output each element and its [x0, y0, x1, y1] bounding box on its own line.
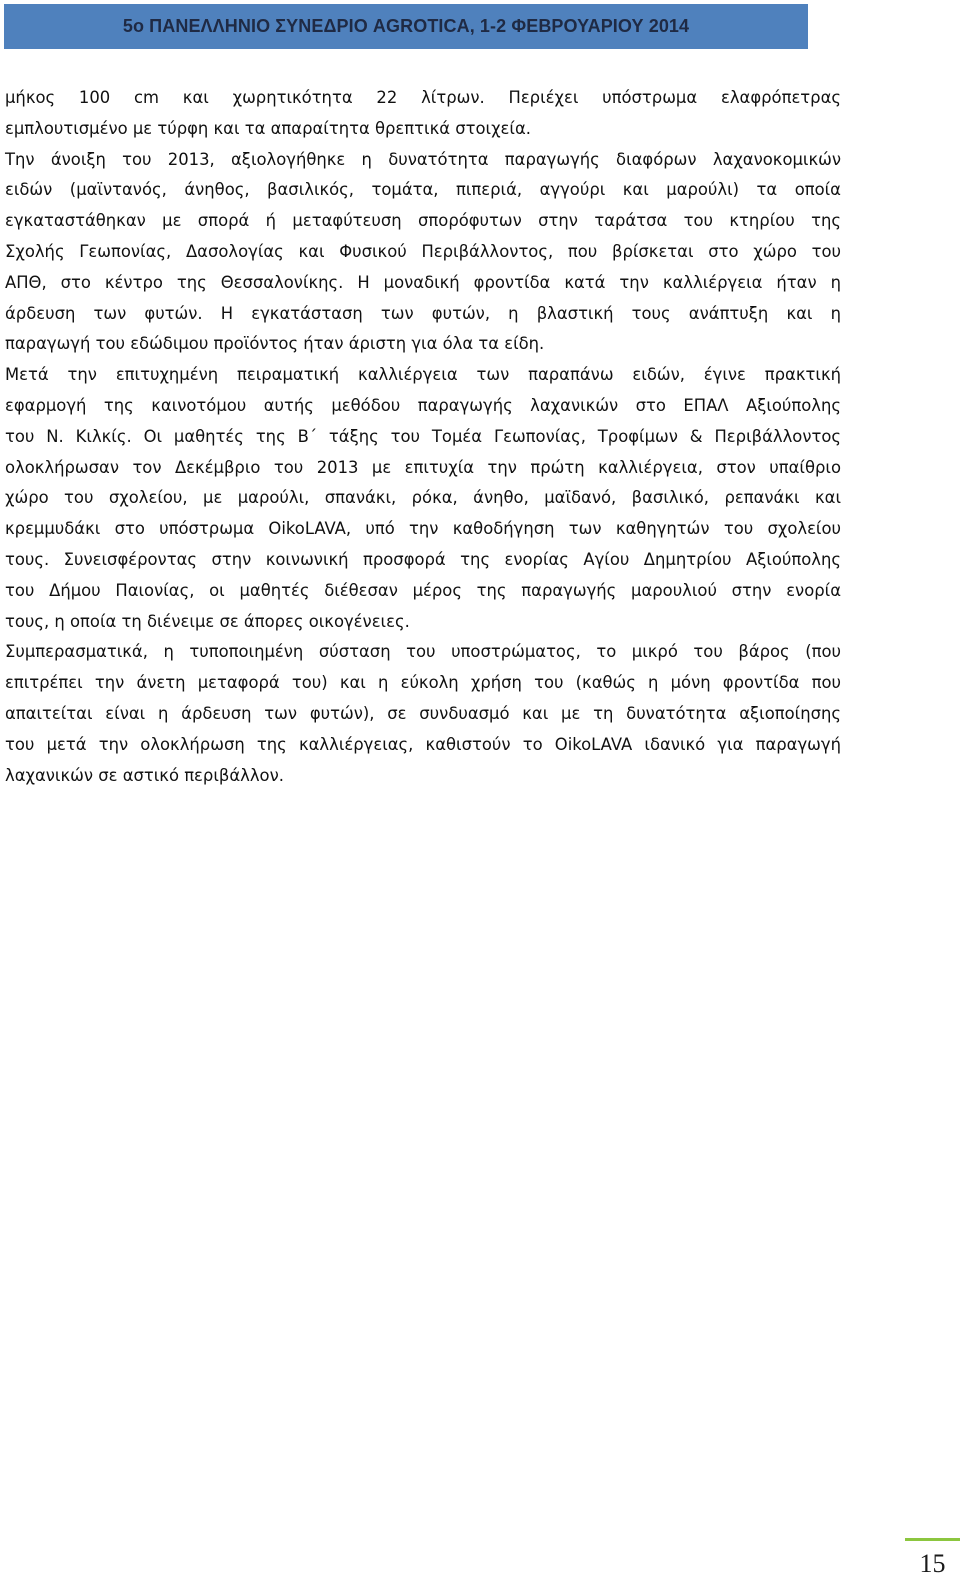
text-line: του μετά την ολοκλήρωση της καλλιέργειας, καθιστούν το OikoLAVA ιδανικό για παραγωγή — [5, 734, 841, 754]
text-line: άρδευση των φυτών. Η εγκατάσταση των φυτών, η βλαστική τους ανάπτυξη και η — [5, 303, 841, 323]
conference-title: 5ο ΠΑΝΕΛΛΗΝΙΟ ΣΥΝΕΔΡΙΟ AGROTICA, 1-2 ΦΕΒΡΟΥΑΡΙΟΥ 2014 — [122, 16, 690, 36]
text-line: Μετά την επιτυχημένη πειραματική καλλιέργεια των παραπάνω ειδών, έγινε πρακτική — [5, 365, 841, 385]
text-line: εγκαταστάθηκαν με σπορά ή μεταφύτευση σπορόφυτων στην ταράτσα του κτηρίου της — [5, 211, 841, 231]
article-body — [5, 83, 841, 791]
text-line: ειδών (μαϊντανός, άνηθος, βασιλικός, τομάτα, πιπεριά, αγγούρι και μαρούλι) τα οποία — [5, 180, 841, 200]
text-line: τους, η οποία τη διένειμε σε άπορες οικογένειες. — [5, 611, 410, 631]
text-line: επιτρέπει την άνετη μεταφορά του) και η εύκολη χρήση του (καθώς η μόνη φροντίδα που — [5, 673, 841, 693]
text-line: του Δήμου Παιονίας, οι μαθητές διέθεσαν μέρος της παραγωγής μαρουλιού στην ενορία — [5, 580, 841, 600]
page-number: 15 — [919, 1549, 946, 1578]
text-line: παραγωγή του εδώδιμου προϊόντος ήταν άριστη για όλα τα είδη. — [5, 334, 545, 354]
text-line: απαιτείται είναι η άρδευση των φυτών), σε συνδυασμό και με τη δυνατότητα αξιοποίησης — [5, 703, 841, 723]
text-line: κρεμμυδάκι στο υπόστρωμα OikoLAVA, υπό την καθοδήγηση των καθηγητών του σχολείου — [5, 519, 841, 539]
text-line: μήκος 100 cm και χωρητικότητα 22 λίτρων. Περιέχει υπόστρωμα ελαφρόπετρας — [5, 88, 841, 107]
text-line: Σχολής Γεωπονίας, Δασολογίας και Φυσικού Περιβάλλοντος, που βρίσκεται στο χώρο του — [5, 241, 841, 261]
text-line: του Ν. Κιλκίς. Οι μαθητές της Β΄ τάξης του Τομέα Γεωπονίας, Τροφίμων & Περιβάλλοντος — [5, 426, 841, 446]
text-line: εφαρμογή της καινοτόμου αυτής μεθόδου παραγωγής λαχανικών στο ΕΠΑΛ Αξιούπολης — [5, 395, 841, 415]
text-line: Συμπερασματικά, η τυποποιημένη σύσταση του υποστρώματος, το μικρό του βάρος (που — [5, 642, 841, 662]
conference-header-banner — [4, 4, 808, 49]
text-line: ολοκλήρωσαν τον Δεκέμβριο του 2013 με επιτυχία την πρώτη καλλιέργεια, στον υπαίθριο — [5, 457, 841, 477]
text-line: εμπλουτισμένο με τύρφη και τα απαραίτητα θρεπτικά στοιχεία. — [5, 118, 531, 138]
text-line: λαχανικών σε αστικό περιβάλλον. — [5, 765, 284, 785]
text-line: ΑΠΘ, στο κέντρο της Θεσσαλονίκης. Η μοναδική φροντίδα κατά την καλλιέργεια ήταν η — [5, 272, 841, 292]
page-number-box — [905, 1538, 960, 1587]
text-line: τους. Συνεισφέροντας στην κοινωνική προσφορά της ενορίας Αγίου Δημητρίου Αξιούπολης — [5, 549, 841, 569]
text-line: χώρο του σχολείου, με μαρούλι, σπανάκι, ρόκα, άνηθο, μαϊδανό, βασιλικό, ρεπανάκι και — [5, 488, 841, 508]
text-line: Την άνοιξη του 2013, αξιολογήθηκε η δυνατότητα παραγωγής διαφόρων λαχανοκομικών — [5, 149, 841, 169]
